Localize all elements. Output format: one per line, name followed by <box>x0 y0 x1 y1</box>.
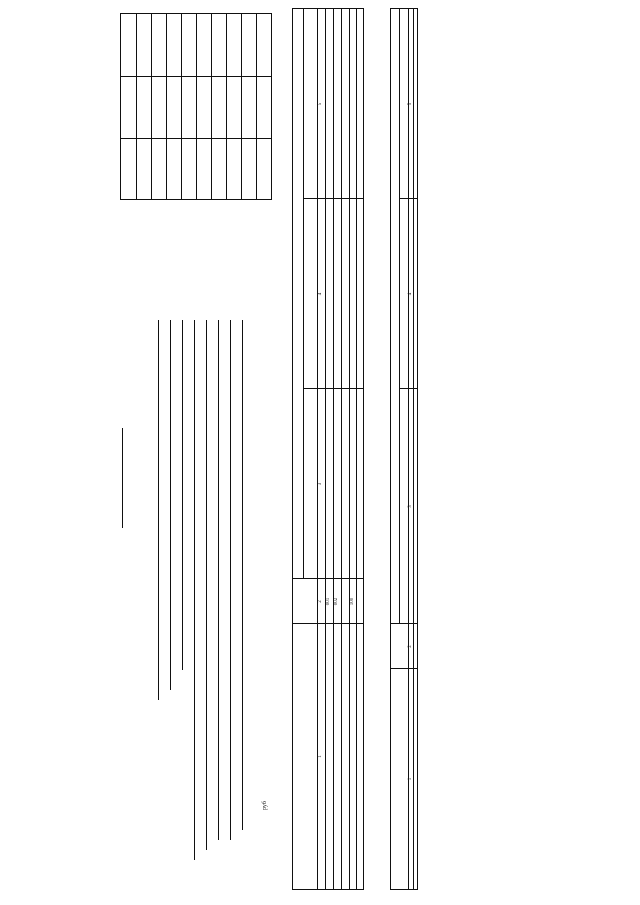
units-value: руб <box>262 801 268 810</box>
codes-box <box>120 13 272 200</box>
col-number: 4 <box>408 292 413 296</box>
field-line <box>230 320 231 840</box>
col-number: 2 <box>318 600 323 603</box>
col-number: 3 <box>408 505 413 508</box>
section-1-1-table <box>390 8 418 890</box>
field-line <box>206 320 207 850</box>
row-code: 002 <box>334 597 339 606</box>
field-line <box>194 320 195 860</box>
field-line <box>158 320 159 700</box>
field-line <box>182 320 183 670</box>
col-number: 1 <box>318 755 323 758</box>
col-number: 3 <box>318 482 323 486</box>
total-code: 100 <box>350 597 355 606</box>
col-number: 4 <box>318 292 323 296</box>
field-line <box>218 320 219 840</box>
field-line <box>242 320 243 830</box>
col-number: 5 <box>408 102 413 106</box>
section-1-table <box>292 8 364 890</box>
col-number: 5 <box>318 102 323 106</box>
col-number: 2 <box>408 645 413 648</box>
row-code: 001 <box>326 597 331 606</box>
date-underline <box>122 428 123 528</box>
field-line <box>170 320 171 690</box>
col-number: 1 <box>408 777 413 781</box>
